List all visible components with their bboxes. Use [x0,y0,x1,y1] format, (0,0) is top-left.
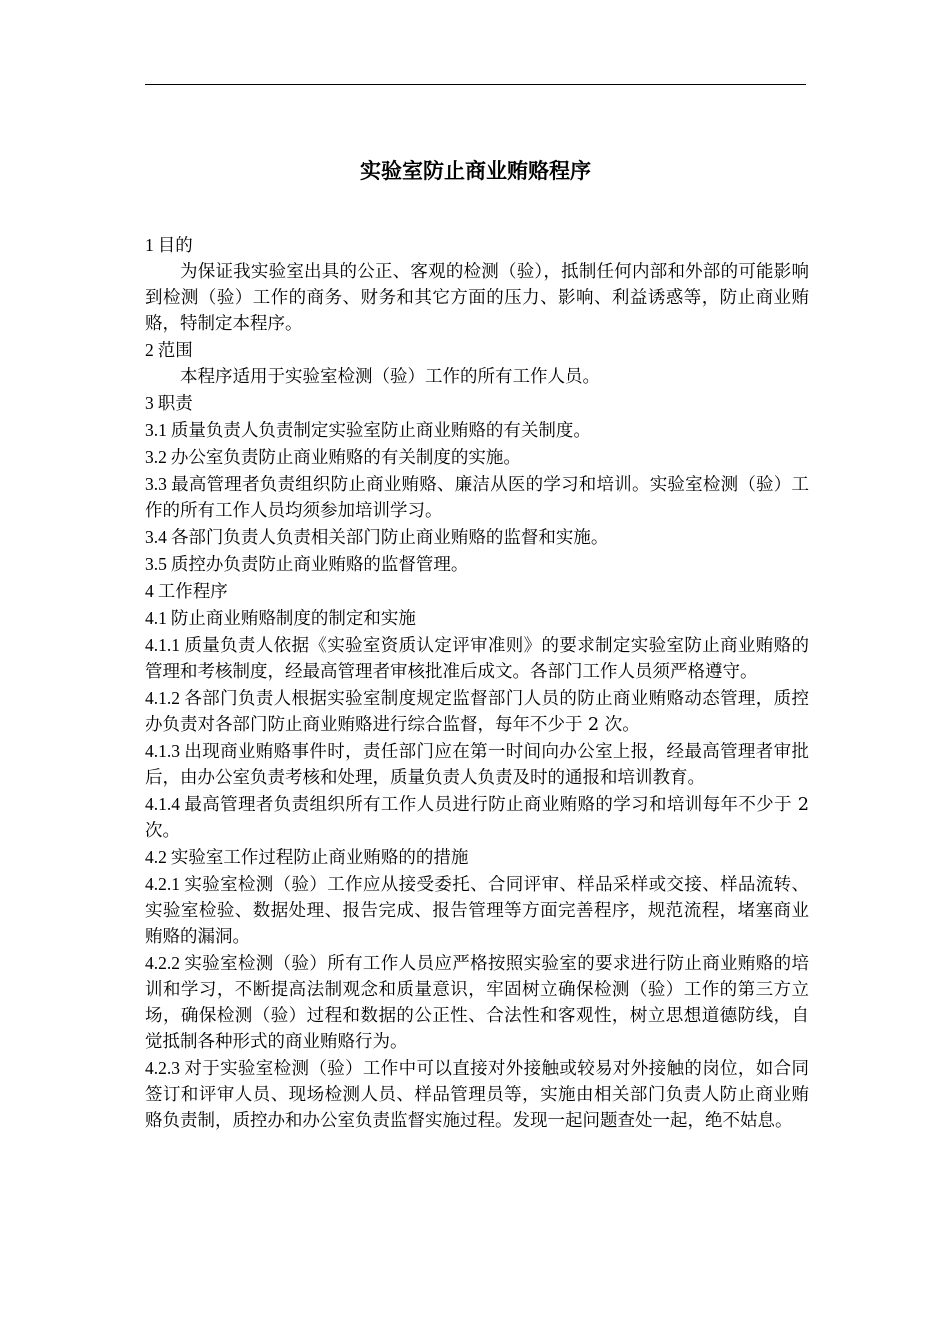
section-paragraph [145,1055,809,1134]
section-number: 4.1.2 [145,688,180,708]
paragraph-text: 质量负责人依据《实验室资质认定评审准则》的要求制定实验室防止商业贿赂的管理和考核制度，经最高管理者审核批准后成文。各部门工作人员须严格遵守。 [145,636,809,682]
section-number: 3.2 [145,447,167,467]
section-number: 3 [145,393,154,413]
document-title: 实验室防止商业贿赂程序 [360,159,591,183]
paragraph-text: 实验室检测（验）工作应从接受委托、合同评审、样品采样或交接、样品流转、实验室检验、数据处理、报告完成、报告管理等方面完善程序，规范流程，堵塞商业贿赂的漏洞。 [145,875,809,947]
section-number: 3.5 [145,554,167,574]
section-number: 4.1.3 [145,741,180,761]
section-paragraph [145,524,809,551]
section-number: 3.3 [145,474,167,494]
paragraph-text: 实验室检测（验）所有工作人员应严格按照实验室的要求进行防止商业贿赂的培训和学习，不断提高法制观念和质量意识，牢固树立确保检测（验）工作的第三方立场，确保检测（验）过程和数据的公正性、合法性和客观性，树立思想道德防线，自觉抵制各种形式的商业贿赂行为。 [145,954,809,1052]
header-rule [145,84,806,85]
section-number: 4.1 [145,608,167,628]
paragraph-text: 质控办负责防止商业贿赂的监督管理。 [170,555,469,575]
section-number: 4.1.1 [145,635,180,655]
section-number: 4 [145,581,154,601]
section-paragraph [145,950,809,1055]
document-body [145,232,809,1134]
paragraph-text: 办公室负责防止商业贿赂的有关制度的实施。 [170,448,521,468]
section-number: 1 [145,235,154,255]
section-paragraph [145,578,809,605]
section-number: 4.2 [145,847,167,867]
paragraph-text: 目的 [157,236,193,256]
paragraph-text: 为保证我实验室出具的公正、客观的检测（验），抵制任何内部和外部的可能影响到检测（验）工作的商务、财务和其它方面的压力、影响、利益诱惑等，防止商业贿赂，特制定本程序。 [145,262,809,334]
paragraph-text: 职责 [157,394,193,414]
paragraph-text: 防止商业贿赂制度的制定和实施 [170,609,416,629]
paragraph-text: 各部门负责人负责相关部门防止商业贿赂的监督和实施。 [170,528,609,548]
paragraph-text: 最高管理者负责组织所有工作人员进行防止商业贿赂的学习和培训每年不少于 2 次。 [145,795,809,841]
section-paragraph [145,738,809,791]
section-paragraph [145,791,809,844]
section-number: 3.4 [145,527,167,547]
section-paragraph [145,551,809,578]
section-paragraph [145,444,809,471]
paragraph-text: 最高管理者负责组织防止商业贿赂、廉洁从医的学习和培训。实验室检测（验）工作的所有工作人员均须参加培训学习。 [145,475,809,521]
section-paragraph [145,232,809,259]
paragraph-text: 质量负责人负责制定实验室防止商业贿赂的有关制度。 [170,421,591,441]
section-paragraph [145,871,809,950]
section-number: 2 [145,340,154,360]
paragraph-text: 实验室工作过程防止商业贿赂的的措施 [170,848,469,868]
section-paragraph [145,471,809,524]
section-paragraph [145,632,809,685]
section-paragraph [145,844,809,871]
paragraph-text: 本程序适用于实验室检测（验）工作的所有工作人员。 [180,367,600,387]
paragraph-text: 各部门负责人根据实验室制度规定监督部门人员的防止商业贿赂动态管理，质控办负责对各部门防止商业贿赂进行综合监督，每年不少于 2 次。 [145,689,809,735]
section-number: 4.2.3 [145,1058,180,1078]
body-paragraph [145,364,809,390]
section-paragraph [145,685,809,738]
section-number: 4.2.2 [145,953,180,973]
paragraph-text: 对于实验室检测（验）工作中可以直接对外接触或较易对外接触的岗位，如合同签订和评审人员、现场检测人员、样品管理员等，实施由相关部门负责人防止商业贿赂负责制，质控办和办公室负责监督实施过程。发现一起问题查处一起，绝不姑息。 [145,1059,809,1131]
section-paragraph [145,337,809,364]
paragraph-text: 出现商业贿赂事件时，责任部门应在第一时间向办公室上报，经最高管理者审批后，由办公室负责考核和处理，质量负责人负责及时的通报和培训教育。 [145,742,809,788]
body-paragraph [145,259,809,337]
paragraph-text: 范围 [157,341,193,361]
paragraph-text: 工作程序 [157,582,228,602]
section-number: 3.1 [145,420,167,440]
section-number: 4.2.1 [145,874,180,894]
section-paragraph [145,390,809,417]
section-number: 4.1.4 [145,794,180,814]
section-paragraph [145,417,809,444]
section-paragraph [145,605,809,632]
